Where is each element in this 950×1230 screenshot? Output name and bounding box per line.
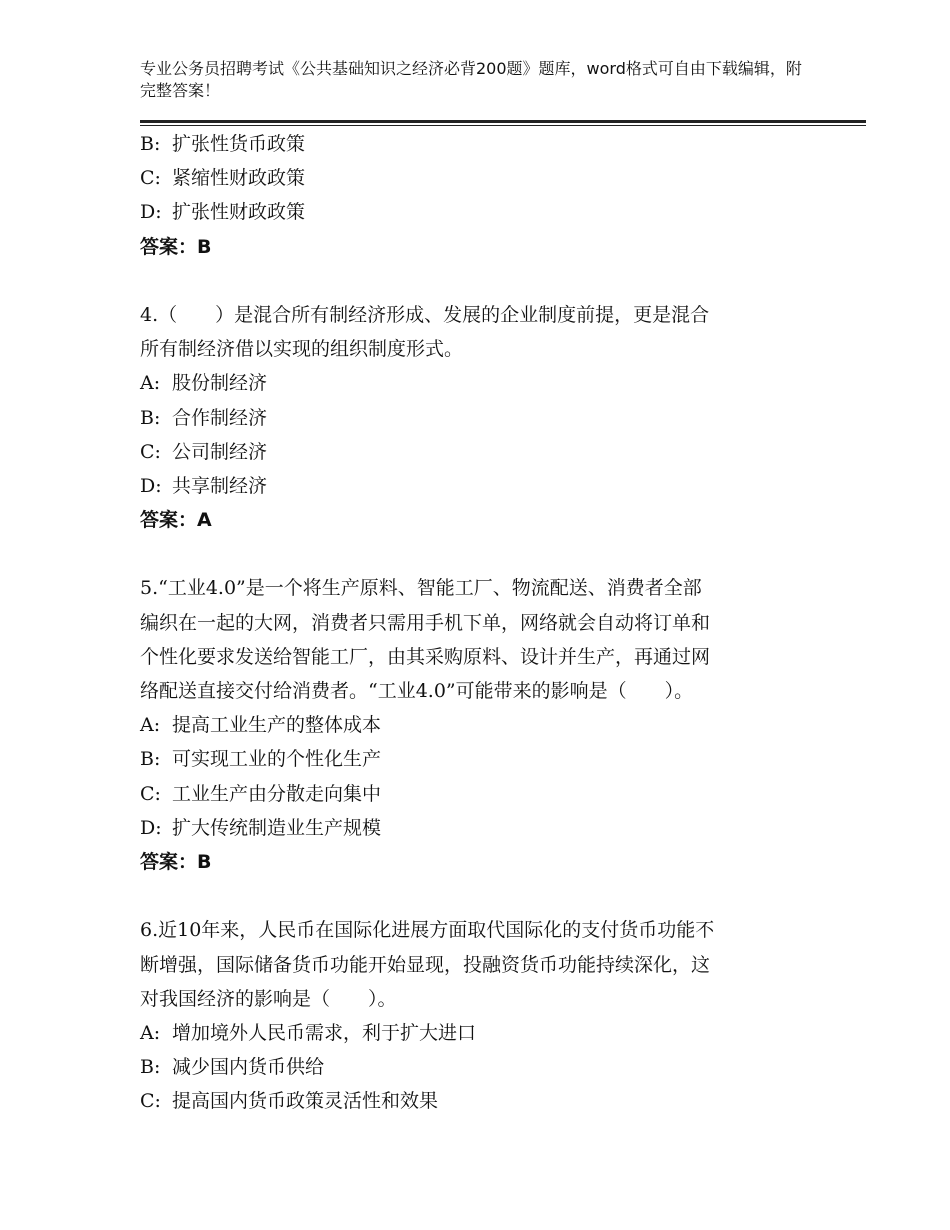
header-rule-thin <box>140 125 866 126</box>
option-c <box>140 1084 820 1118</box>
option-letter: C: <box>140 167 161 190</box>
header-rule-thick <box>140 120 866 123</box>
option-text: 扩大传统制造业生产规模 <box>172 816 382 839</box>
option-letter: D: <box>140 816 162 839</box>
option-letter: C: <box>140 1090 161 1113</box>
answer-line: 答案：B <box>140 235 212 258</box>
option-a <box>140 1016 820 1050</box>
document-body <box>140 127 820 1118</box>
option-text: 增加境外人民币需求，利于扩大进口 <box>172 1021 477 1044</box>
option-text: 扩张性财政政策 <box>172 201 306 224</box>
option-letter: A: <box>140 372 161 395</box>
question-text-line: 络配送直接交付给消费者。“工业4.0”可能带来的影响是（ ）。 <box>140 680 694 702</box>
question-5 <box>140 571 820 879</box>
option-a <box>140 708 820 742</box>
option-c <box>140 161 820 195</box>
option-text: 扩张性货币政策 <box>172 133 306 155</box>
option-text: 股份制经济 <box>172 372 268 395</box>
option-c <box>140 435 820 469</box>
option-b <box>140 1050 820 1084</box>
option-letter: B: <box>140 133 161 155</box>
option-letter: B: <box>140 748 161 771</box>
document-header: 专业公务员招聘考试《公共基础知识之经济必背200题》题库，word格式可自由下载编辑，附完整答案！ <box>140 59 802 100</box>
option-letter: C: <box>140 440 161 463</box>
option-d <box>140 811 820 845</box>
option-b <box>140 127 820 161</box>
option-letter: A: <box>140 714 161 737</box>
option-text: 提高国内货币政策灵活性和效果 <box>172 1090 439 1113</box>
question-text-line: 5.“工业4.0”是一个将生产原料、智能工厂、物流配送、消费者全部 <box>140 577 702 600</box>
option-text: 减少国内货币供给 <box>172 1056 325 1079</box>
option-c <box>140 777 820 811</box>
option-letter: B: <box>140 406 161 429</box>
question-3-continued <box>140 127 820 264</box>
option-letter: D: <box>140 201 162 224</box>
question-text-line: 断增强，国际储备货币功能开始显现，投融资货币功能持续深化，这 <box>140 953 711 976</box>
question-text-line: 所有制经济借以实现的组织制度形式。 <box>140 338 464 361</box>
option-letter: A: <box>140 1021 161 1044</box>
option-text: 合作制经济 <box>172 406 268 429</box>
question-text-line: 编织在一起的大网，消费者只需用手机下单，网络就会自动将订单和 <box>140 611 711 634</box>
option-text: 共享制经济 <box>172 474 268 497</box>
option-text: 公司制经济 <box>172 440 268 463</box>
question-6 <box>140 913 820 1118</box>
option-b <box>140 401 820 435</box>
option-text: 提高工业生产的整体成本 <box>172 714 382 737</box>
option-b <box>140 742 820 776</box>
option-letter: D: <box>140 474 162 497</box>
question-text-line: 4.（ ）是混合所有制经济形成、发展的企业制度前提，更是混合 <box>140 303 710 326</box>
option-letter: C: <box>140 782 161 805</box>
question-text-line: 6.近10年来，人民币在国际化进展方面取代国际化的支付货币功能不 <box>140 919 715 942</box>
question-4 <box>140 298 820 537</box>
question-text-line: 对我国经济的影响是（ ）。 <box>140 987 397 1010</box>
option-d <box>140 195 820 229</box>
option-letter: B: <box>140 1056 161 1079</box>
answer-line: 答案：A <box>140 509 212 532</box>
option-text: 可实现工业的个性化生产 <box>172 748 382 771</box>
option-a <box>140 366 820 400</box>
answer-line: 答案：B <box>140 850 212 873</box>
option-text: 紧缩性财政政策 <box>172 167 306 190</box>
question-text-line: 个性化要求发送给智能工厂，由其采购原料、设计并生产，再通过网 <box>140 645 711 668</box>
option-d <box>140 469 820 503</box>
option-text: 工业生产由分散走向集中 <box>172 782 382 805</box>
